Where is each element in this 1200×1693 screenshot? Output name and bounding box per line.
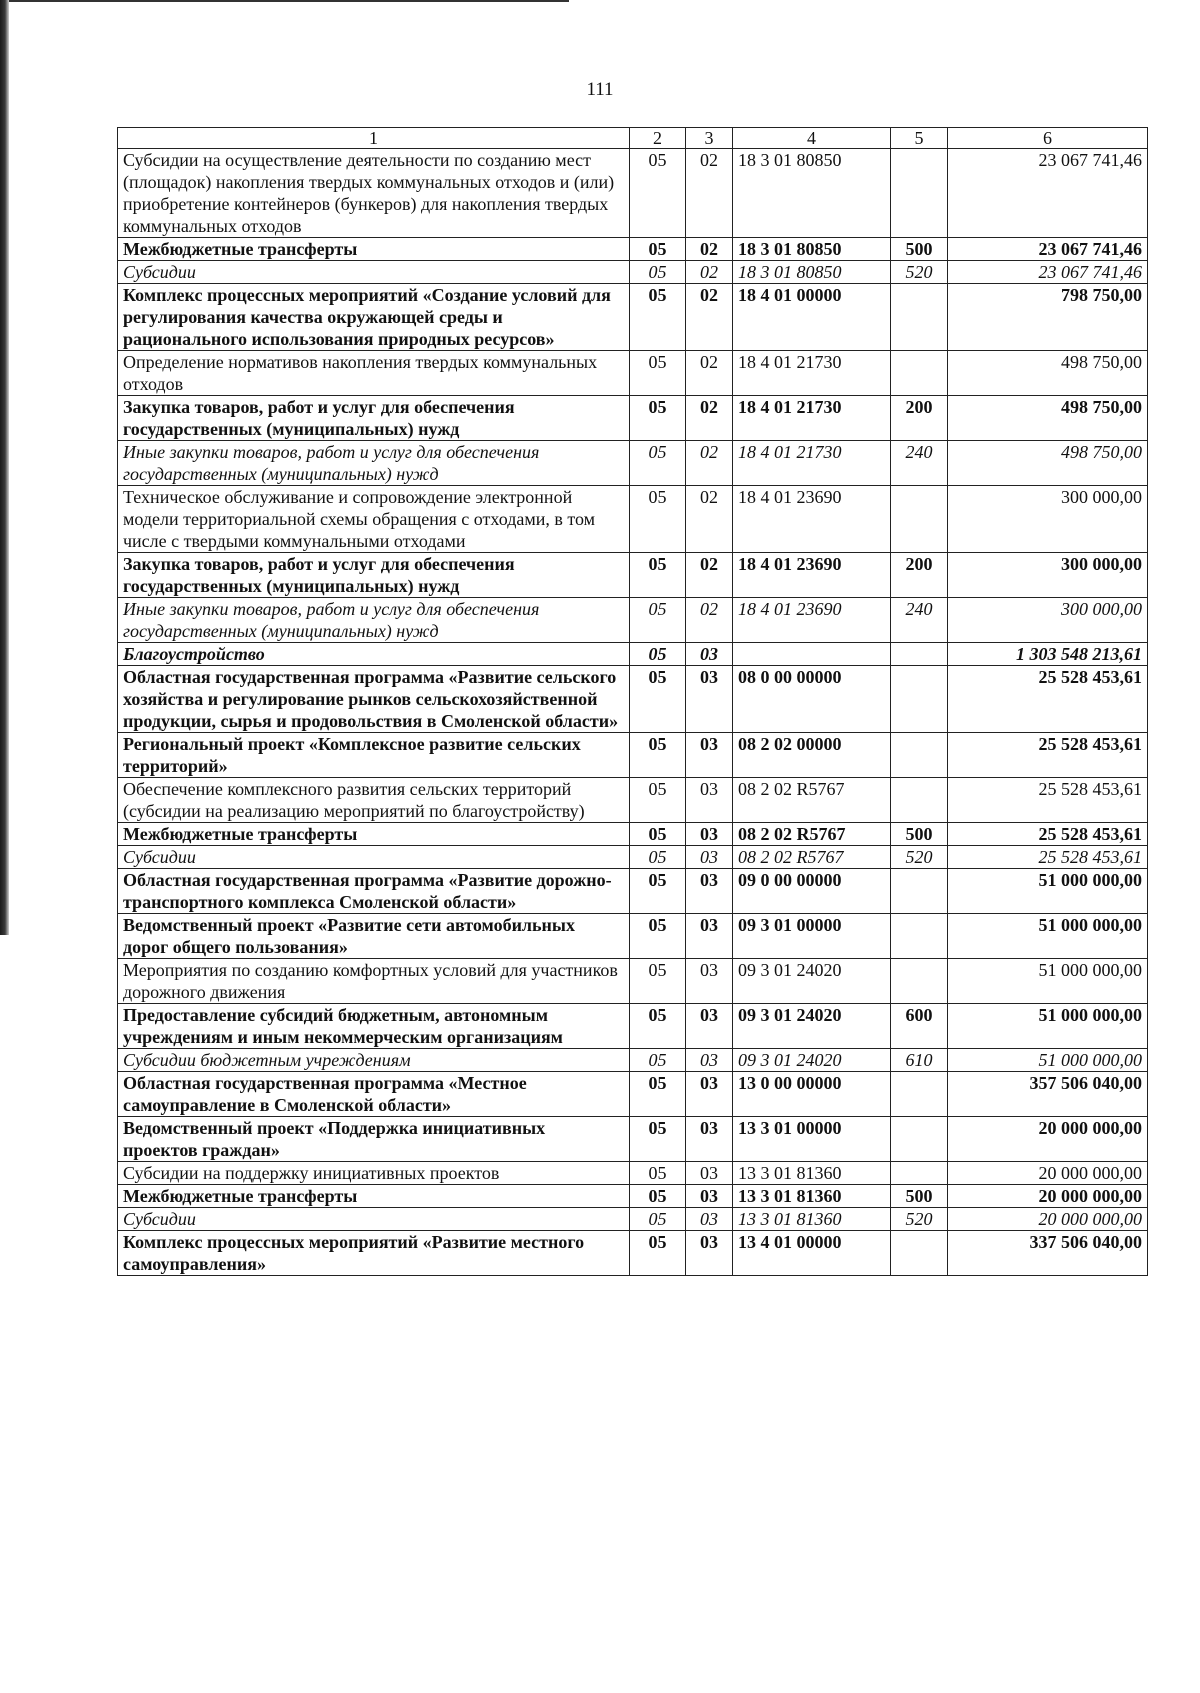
table-row: [118, 1072, 1148, 1117]
row-target-code: 09 3 01 24020: [733, 1004, 891, 1049]
row-amount: 498 750,00: [948, 396, 1148, 441]
row-amount: 25 528 453,61: [948, 778, 1148, 823]
header-col-5: 5: [891, 128, 948, 149]
row-amount: 51 000 000,00: [948, 1049, 1148, 1072]
row-name: Областная государственная программа «Местное самоуправление в Смоленской области»: [118, 1072, 630, 1117]
row-subsection: 03: [686, 666, 733, 733]
row-target-code: 18 4 01 00000: [733, 284, 891, 351]
row-subsection: 03: [686, 1072, 733, 1117]
row-expense-type: 200: [891, 396, 948, 441]
table-row: [118, 823, 1148, 846]
row-target-code: 18 3 01 80850: [733, 238, 891, 261]
row-subsection: 02: [686, 598, 733, 643]
row-subsection: 02: [686, 261, 733, 284]
row-subsection: 03: [686, 914, 733, 959]
row-expense-type: [891, 486, 948, 553]
table-row: [118, 733, 1148, 778]
row-section: 05: [630, 643, 686, 666]
row-expense-type: [891, 284, 948, 351]
row-amount: 20 000 000,00: [948, 1162, 1148, 1185]
row-section: 05: [630, 1208, 686, 1231]
header-col-4: 4: [733, 128, 891, 149]
row-section: 05: [630, 869, 686, 914]
row-section: 05: [630, 1072, 686, 1117]
row-expense-type: 240: [891, 441, 948, 486]
row-expense-type: 500: [891, 1185, 948, 1208]
row-expense-type: 520: [891, 1208, 948, 1231]
row-name: Комплекс процессных мероприятий «Создание условий для регулирования качества окружающей среды и рационального использования природных ресурсов»: [118, 284, 630, 351]
row-section: 05: [630, 486, 686, 553]
table-row: [118, 869, 1148, 914]
table-row: [118, 1162, 1148, 1185]
header-col-3: 3: [686, 128, 733, 149]
row-subsection: 02: [686, 238, 733, 261]
row-subsection: 02: [686, 441, 733, 486]
row-amount: 51 000 000,00: [948, 869, 1148, 914]
row-amount: 20 000 000,00: [948, 1117, 1148, 1162]
row-amount: 300 000,00: [948, 598, 1148, 643]
row-subsection: 03: [686, 869, 733, 914]
row-target-code: 08 2 02 00000: [733, 733, 891, 778]
row-name: Субсидии: [118, 1208, 630, 1231]
table-body: [118, 149, 1148, 1276]
row-expense-type: [891, 643, 948, 666]
row-name: Ведомственный проект «Поддержка инициативных проектов граждан»: [118, 1117, 630, 1162]
row-target-code: 08 0 00 00000: [733, 666, 891, 733]
row-name: Областная государственная программа «Развитие сельского хозяйства и регулирование рынков сельскохозяйственной продукции, сырья и продовольствия в Смоленской области»: [118, 666, 630, 733]
row-subsection: 03: [686, 959, 733, 1004]
row-subsection: 03: [686, 1208, 733, 1231]
row-target-code: 18 4 01 23690: [733, 486, 891, 553]
row-name: Ведомственный проект «Развитие сети автомобильных дорог общего пользования»: [118, 914, 630, 959]
row-expense-type: [891, 1231, 948, 1276]
row-name: Закупка товаров, работ и услуг для обеспечения государственных (муниципальных) нужд: [118, 553, 630, 598]
table-row: [118, 1231, 1148, 1276]
row-amount: 300 000,00: [948, 553, 1148, 598]
row-subsection: 03: [686, 733, 733, 778]
row-name: Межбюджетные трансферты: [118, 238, 630, 261]
row-name: Субсидии бюджетным учреждениям: [118, 1049, 630, 1072]
scan-edge-line: [9, 0, 569, 2]
table-row: [118, 914, 1148, 959]
row-name: Межбюджетные трансферты: [118, 1185, 630, 1208]
row-expense-type: 240: [891, 598, 948, 643]
row-section: 05: [630, 1162, 686, 1185]
row-name: Мероприятия по созданию комфортных условий для участников дорожного движения: [118, 959, 630, 1004]
row-section: 05: [630, 778, 686, 823]
row-expense-type: 200: [891, 553, 948, 598]
row-section: 05: [630, 914, 686, 959]
table-header-row: [118, 128, 1148, 149]
row-amount: 23 067 741,46: [948, 149, 1148, 238]
row-expense-type: [891, 778, 948, 823]
table-row: [118, 284, 1148, 351]
row-section: 05: [630, 351, 686, 396]
row-expense-type: [891, 1162, 948, 1185]
row-name: Субсидии: [118, 261, 630, 284]
row-target-code: 09 3 01 00000: [733, 914, 891, 959]
row-expense-type: [891, 869, 948, 914]
table-row: [118, 261, 1148, 284]
row-name: Областная государственная программа «Развитие дорожно-транспортного комплекса Смоленской области»: [118, 869, 630, 914]
row-subsection: 02: [686, 351, 733, 396]
row-subsection: 02: [686, 486, 733, 553]
row-amount: 23 067 741,46: [948, 261, 1148, 284]
row-target-code: 18 3 01 80850: [733, 261, 891, 284]
row-target-code: 13 3 01 81360: [733, 1162, 891, 1185]
table-row: [118, 666, 1148, 733]
row-expense-type: [891, 914, 948, 959]
row-name: Предоставление субсидий бюджетным, автономным учреждениям и иным некоммерческим организациям: [118, 1004, 630, 1049]
header-col-1: 1: [118, 128, 630, 149]
row-subsection: 03: [686, 823, 733, 846]
row-subsection: 02: [686, 284, 733, 351]
row-expense-type: [891, 733, 948, 778]
row-name: Региональный проект «Комплексное развитие сельских территорий»: [118, 733, 630, 778]
row-amount: 25 528 453,61: [948, 666, 1148, 733]
row-name: Закупка товаров, работ и услуг для обеспечения государственных (муниципальных) нужд: [118, 396, 630, 441]
row-expense-type: [891, 351, 948, 396]
row-name: Техническое обслуживание и сопровождение электронной модели территориальной схемы обращения с отходами, в том числе с твердыми коммунальными отходами: [118, 486, 630, 553]
row-subsection: 02: [686, 396, 733, 441]
row-name: Иные закупки товаров, работ и услуг для обеспечения государственных (муниципальных) нужд: [118, 598, 630, 643]
row-section: 05: [630, 666, 686, 733]
row-amount: 498 750,00: [948, 351, 1148, 396]
row-expense-type: 600: [891, 1004, 948, 1049]
row-amount: 25 528 453,61: [948, 823, 1148, 846]
table-row: [118, 1185, 1148, 1208]
row-target-code: 08 2 02 R5767: [733, 823, 891, 846]
row-target-code: 18 4 01 23690: [733, 553, 891, 598]
row-expense-type: 500: [891, 238, 948, 261]
row-amount: 1 303 548 213,61: [948, 643, 1148, 666]
row-amount: 20 000 000,00: [948, 1208, 1148, 1231]
row-amount: 300 000,00: [948, 486, 1148, 553]
table-row: [118, 846, 1148, 869]
row-subsection: 03: [686, 1162, 733, 1185]
row-expense-type: 610: [891, 1049, 948, 1072]
row-section: 05: [630, 846, 686, 869]
row-amount: 337 506 040,00: [948, 1231, 1148, 1276]
row-name: Благоустройство: [118, 643, 630, 666]
row-target-code: 18 4 01 21730: [733, 396, 891, 441]
row-expense-type: [891, 1072, 948, 1117]
table-row: [118, 1117, 1148, 1162]
row-target-code: [733, 643, 891, 666]
row-section: 05: [630, 1185, 686, 1208]
row-target-code: 18 3 01 80850: [733, 149, 891, 238]
table-row: [118, 351, 1148, 396]
row-section: 05: [630, 1004, 686, 1049]
row-section: 05: [630, 733, 686, 778]
table-row: [118, 1049, 1148, 1072]
table-row: [118, 1208, 1148, 1231]
row-subsection: 03: [686, 1049, 733, 1072]
row-section: 05: [630, 598, 686, 643]
row-section: 05: [630, 238, 686, 261]
row-expense-type: 520: [891, 846, 948, 869]
table-row: [118, 959, 1148, 1004]
row-amount: 798 750,00: [948, 284, 1148, 351]
row-target-code: 09 3 01 24020: [733, 1049, 891, 1072]
row-amount: 51 000 000,00: [948, 914, 1148, 959]
row-expense-type: 520: [891, 261, 948, 284]
row-section: 05: [630, 553, 686, 598]
row-section: 05: [630, 1117, 686, 1162]
row-expense-type: 500: [891, 823, 948, 846]
row-section: 05: [630, 396, 686, 441]
row-name: Комплекс процессных мероприятий «Развитие местного самоуправления»: [118, 1231, 630, 1276]
row-name: Субсидии: [118, 846, 630, 869]
row-amount: 20 000 000,00: [948, 1185, 1148, 1208]
row-target-code: 13 3 01 81360: [733, 1208, 891, 1231]
row-amount: 23 067 741,46: [948, 238, 1148, 261]
row-target-code: 13 0 00 00000: [733, 1072, 891, 1117]
table-row: [118, 396, 1148, 441]
table-row: [118, 486, 1148, 553]
row-target-code: 08 2 02 R5767: [733, 846, 891, 869]
table-row: [118, 441, 1148, 486]
table-row: [118, 643, 1148, 666]
page-number: 111: [586, 79, 614, 100]
row-amount: 51 000 000,00: [948, 959, 1148, 1004]
row-target-code: 09 0 00 00000: [733, 869, 891, 914]
row-expense-type: [891, 149, 948, 238]
table-row: [118, 598, 1148, 643]
header-col-2: 2: [630, 128, 686, 149]
row-amount: 498 750,00: [948, 441, 1148, 486]
row-target-code: 09 3 01 24020: [733, 959, 891, 1004]
row-target-code: 13 3 01 81360: [733, 1185, 891, 1208]
row-section: 05: [630, 959, 686, 1004]
row-section: 05: [630, 1231, 686, 1276]
row-subsection: 03: [686, 1185, 733, 1208]
row-subsection: 03: [686, 778, 733, 823]
row-expense-type: [891, 1117, 948, 1162]
row-expense-type: [891, 959, 948, 1004]
row-amount: 25 528 453,61: [948, 733, 1148, 778]
table-row: [118, 553, 1148, 598]
scan-edge-shadow: [0, 0, 9, 935]
table-row: [118, 149, 1148, 238]
row-target-code: 18 4 01 23690: [733, 598, 891, 643]
row-target-code: 13 4 01 00000: [733, 1231, 891, 1276]
row-subsection: 03: [686, 1004, 733, 1049]
row-target-code: 18 4 01 21730: [733, 351, 891, 396]
row-section: 05: [630, 149, 686, 238]
row-target-code: 18 4 01 21730: [733, 441, 891, 486]
table-row: [118, 778, 1148, 823]
row-subsection: 03: [686, 846, 733, 869]
row-amount: 357 506 040,00: [948, 1072, 1148, 1117]
header-col-6: 6: [948, 128, 1148, 149]
table-row: [118, 1004, 1148, 1049]
row-amount: 25 528 453,61: [948, 846, 1148, 869]
table-row: [118, 238, 1148, 261]
row-amount: 51 000 000,00: [948, 1004, 1148, 1049]
row-target-code: 08 2 02 R5767: [733, 778, 891, 823]
row-section: 05: [630, 1049, 686, 1072]
row-section: 05: [630, 261, 686, 284]
row-subsection: 02: [686, 553, 733, 598]
row-name: Иные закупки товаров, работ и услуг для обеспечения государственных (муниципальных) нужд: [118, 441, 630, 486]
row-section: 05: [630, 284, 686, 351]
row-name: Субсидии на осуществление деятельности по созданию мест (площадок) накопления твердых коммунальных отходов и (или) приобретение контейнеров (бункеров) для накопления твердых коммунальных отходов: [118, 149, 630, 238]
row-section: 05: [630, 441, 686, 486]
row-name: Субсидии на поддержку инициативных проектов: [118, 1162, 630, 1185]
row-subsection: 03: [686, 1117, 733, 1162]
row-name: Обеспечение комплексного развития сельских территорий (субсидии на реализацию мероприятий по благоустройству): [118, 778, 630, 823]
row-name: Определение нормативов накопления твердых коммунальных отходов: [118, 351, 630, 396]
budget-table: [117, 127, 1148, 1276]
row-name: Межбюджетные трансферты: [118, 823, 630, 846]
row-subsection: 03: [686, 1231, 733, 1276]
row-section: 05: [630, 823, 686, 846]
row-target-code: 13 3 01 00000: [733, 1117, 891, 1162]
row-subsection: 03: [686, 643, 733, 666]
row-subsection: 02: [686, 149, 733, 238]
row-expense-type: [891, 666, 948, 733]
